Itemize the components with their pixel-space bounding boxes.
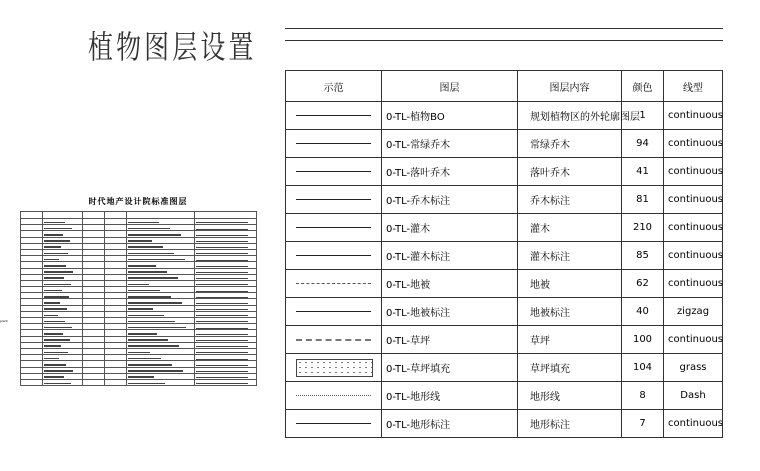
linetype-swatch [296, 311, 371, 312]
layer-linetype: continuous [664, 214, 723, 242]
reference-text [128, 222, 159, 224]
layer-content: 地形标注 [518, 410, 622, 438]
table-row [286, 354, 723, 382]
reference-cell [195, 212, 257, 219]
table-row [286, 130, 723, 158]
reference-row [21, 212, 257, 219]
linetype-swatch [296, 143, 371, 144]
reference-cell [21, 212, 43, 219]
reference-text [44, 265, 66, 267]
layer-color: 104 [622, 354, 664, 382]
reference-line [196, 291, 248, 292]
reference-cell [43, 379, 83, 385]
reference-text [44, 370, 73, 372]
table-row [286, 186, 723, 214]
reference-cell [105, 379, 127, 385]
reference-title: 时代地产设计院标准图层 [88, 197, 188, 206]
reference-text [128, 308, 153, 310]
reference-text [44, 277, 64, 279]
linetype-swatch [296, 255, 371, 256]
reference-text [128, 253, 174, 255]
layer-name: 0-TL-落叶乔木 [382, 158, 518, 186]
reference-line [196, 253, 248, 254]
reference-text [44, 364, 66, 366]
reference-text [44, 296, 69, 298]
reference-text [128, 284, 149, 286]
reference-text [44, 376, 64, 378]
reference-text [44, 333, 63, 335]
layer-color: 81 [622, 186, 664, 214]
reference-text [128, 376, 154, 378]
layer-content: 常绿乔木 [518, 130, 622, 158]
reference-cell [127, 212, 195, 219]
reference-text [128, 290, 160, 292]
table-row [286, 382, 723, 410]
layer-linetype: continuous [664, 270, 723, 298]
layer-linetype: continuous [664, 102, 723, 130]
table-header-row [286, 71, 723, 102]
reference-text [44, 253, 68, 255]
reference-text [128, 358, 161, 360]
reference-text [44, 290, 62, 292]
linetype-swatch [296, 171, 371, 172]
reference-line [196, 272, 248, 273]
sample-line [286, 102, 382, 130]
reference-text [128, 265, 156, 267]
reference-line [196, 383, 248, 384]
sample-line [286, 354, 382, 382]
reference-text [44, 246, 61, 248]
reference-text [44, 271, 73, 273]
reference-cell [83, 212, 105, 219]
reference-text [128, 383, 165, 385]
table-row [286, 298, 723, 326]
reference-line [196, 315, 248, 316]
reference-line [196, 260, 248, 261]
reference-text [44, 302, 60, 304]
reference-text [128, 240, 152, 242]
header-color: 颜色 [622, 71, 664, 102]
reference-side-label: plant [0, 319, 8, 323]
reference-line [196, 334, 248, 335]
table-row [286, 102, 723, 130]
layer-content: 灌木 [518, 214, 622, 242]
linetype-swatch [296, 423, 371, 424]
table-row [286, 214, 723, 242]
reference-text [128, 228, 170, 230]
reference-line [196, 377, 248, 378]
reference-text [128, 302, 182, 304]
reference-text [44, 284, 71, 286]
linetype-swatch [296, 199, 371, 200]
layer-linetype: grass [664, 354, 723, 382]
layer-linetype: zigzag [664, 298, 723, 326]
reference-line [196, 278, 248, 279]
reference-text [128, 345, 179, 347]
reference-text [44, 259, 59, 261]
reference-cell [127, 379, 195, 385]
reference-line [196, 365, 248, 366]
reference-text [44, 234, 63, 236]
linetype-swatch [296, 227, 371, 228]
layer-color: 62 [622, 270, 664, 298]
layer-color: 41 [622, 158, 664, 186]
table-row [286, 326, 723, 354]
reference-cell [105, 212, 127, 219]
reference-text [128, 333, 157, 335]
reference-text [128, 296, 171, 298]
reference-text [128, 364, 172, 366]
table-row [286, 158, 723, 186]
linetype-swatch [296, 395, 371, 396]
reference-text [128, 277, 178, 279]
layer-name: 0-TL-草坪 [382, 326, 518, 354]
table-row [286, 410, 723, 438]
reference-text [128, 259, 185, 261]
reference-text [44, 352, 68, 354]
reference-line [196, 297, 248, 298]
reference-line [196, 346, 248, 347]
reference-line [196, 321, 248, 322]
top-rule-1 [285, 28, 723, 29]
layer-content: 规划植物区的外轮廓图层 [518, 102, 622, 130]
top-rule-2 [285, 40, 723, 41]
layer-linetype: continuous [664, 130, 723, 158]
page-title: 植物图层设置 [88, 28, 257, 66]
header-layer: 图层 [382, 71, 518, 102]
sample-line [286, 382, 382, 410]
layer-name: 0-TL-常绿乔木 [382, 130, 518, 158]
layer-color: 8 [622, 382, 664, 410]
layer-table [285, 70, 723, 438]
reference-line [196, 359, 248, 360]
layer-color: 210 [622, 214, 664, 242]
reference-text [128, 327, 186, 329]
reference-line [196, 309, 248, 310]
sample-line [286, 410, 382, 438]
reference-text [44, 228, 72, 230]
reference-text [44, 321, 65, 323]
reference-cell [43, 212, 83, 219]
reference-text [128, 352, 150, 354]
reference-cell [21, 379, 43, 385]
layer-name: 0-TL-地形线 [382, 382, 518, 410]
linetype-swatch [296, 115, 371, 116]
layer-linetype: Dash [664, 382, 723, 410]
sample-line [286, 242, 382, 270]
reference-line [196, 241, 248, 242]
reference-table [20, 196, 256, 386]
layer-content: 地被 [518, 270, 622, 298]
layer-content: 地被标注 [518, 298, 622, 326]
layer-name: 0-TL-地形标注 [382, 410, 518, 438]
layer-linetype: continuous [664, 242, 723, 270]
layer-content: 地形线 [518, 382, 622, 410]
reference-line [196, 284, 248, 285]
reference-line [196, 229, 248, 230]
layer-color: 1 [622, 102, 664, 130]
reference-line [196, 371, 248, 372]
layer-content: 落叶乔木 [518, 158, 622, 186]
layer-linetype: continuous [664, 326, 723, 354]
reference-text [128, 370, 183, 372]
header-sample: 示范 [286, 71, 382, 102]
reference-cell [195, 379, 257, 385]
layer-name: 0-TL-灌木标注 [382, 242, 518, 270]
layer-content: 草坪填充 [518, 354, 622, 382]
reference-text [44, 308, 67, 310]
reference-line [196, 235, 248, 236]
reference-text [44, 222, 65, 224]
layer-name: 0-TL-地被 [382, 270, 518, 298]
layer-content: 灌木标注 [518, 242, 622, 270]
sample-line [286, 214, 382, 242]
layer-color: 94 [622, 130, 664, 158]
reference-text [44, 339, 70, 341]
layer-content: 乔木标注 [518, 186, 622, 214]
layer-linetype: continuous [664, 186, 723, 214]
header-linetype: 线型 [664, 71, 723, 102]
linetype-swatch [296, 359, 373, 377]
layer-linetype: continuous [664, 410, 723, 438]
sample-line [286, 326, 382, 354]
reference-text [128, 271, 167, 273]
layer-content: 草坪 [518, 326, 622, 354]
reference-cell [83, 379, 105, 385]
reference-text [44, 358, 59, 360]
layer-name: 0-TL-植物BO [382, 102, 518, 130]
linetype-swatch [296, 339, 371, 341]
table-row [286, 270, 723, 298]
linetype-swatch [296, 283, 371, 284]
reference-line [196, 352, 248, 353]
reference-line [196, 266, 248, 267]
reference-text [44, 345, 61, 347]
reference-text [128, 339, 168, 341]
layer-name: 0-TL-灌木 [382, 214, 518, 242]
reference-text [128, 315, 164, 317]
reference-line [196, 303, 248, 304]
reference-text [128, 246, 163, 248]
sample-line [286, 186, 382, 214]
reference-line [196, 340, 248, 341]
reference-text [44, 315, 58, 317]
table-row [286, 242, 723, 270]
layer-name: 0-TL-草坪填充 [382, 354, 518, 382]
reference-row [21, 379, 257, 385]
sample-line [286, 158, 382, 186]
layer-name: 0-TL-地被标注 [382, 298, 518, 326]
reference-text [44, 383, 71, 385]
reference-line [196, 222, 248, 223]
reference-text [128, 321, 175, 323]
reference-line [196, 328, 248, 329]
sample-line [286, 298, 382, 326]
reference-text [128, 234, 181, 236]
layer-name: 0-TL-乔木标注 [382, 186, 518, 214]
header-content: 图层内容 [518, 71, 622, 102]
reference-line [196, 247, 248, 248]
layer-color: 100 [622, 326, 664, 354]
layer-linetype: continuous [664, 158, 723, 186]
layer-color: 40 [622, 298, 664, 326]
sample-line [286, 270, 382, 298]
reference-text [44, 240, 70, 242]
reference-text [44, 327, 72, 329]
reference-grid [20, 211, 257, 386]
sample-line [286, 130, 382, 158]
layer-color: 7 [622, 410, 664, 438]
layer-color: 85 [622, 242, 664, 270]
